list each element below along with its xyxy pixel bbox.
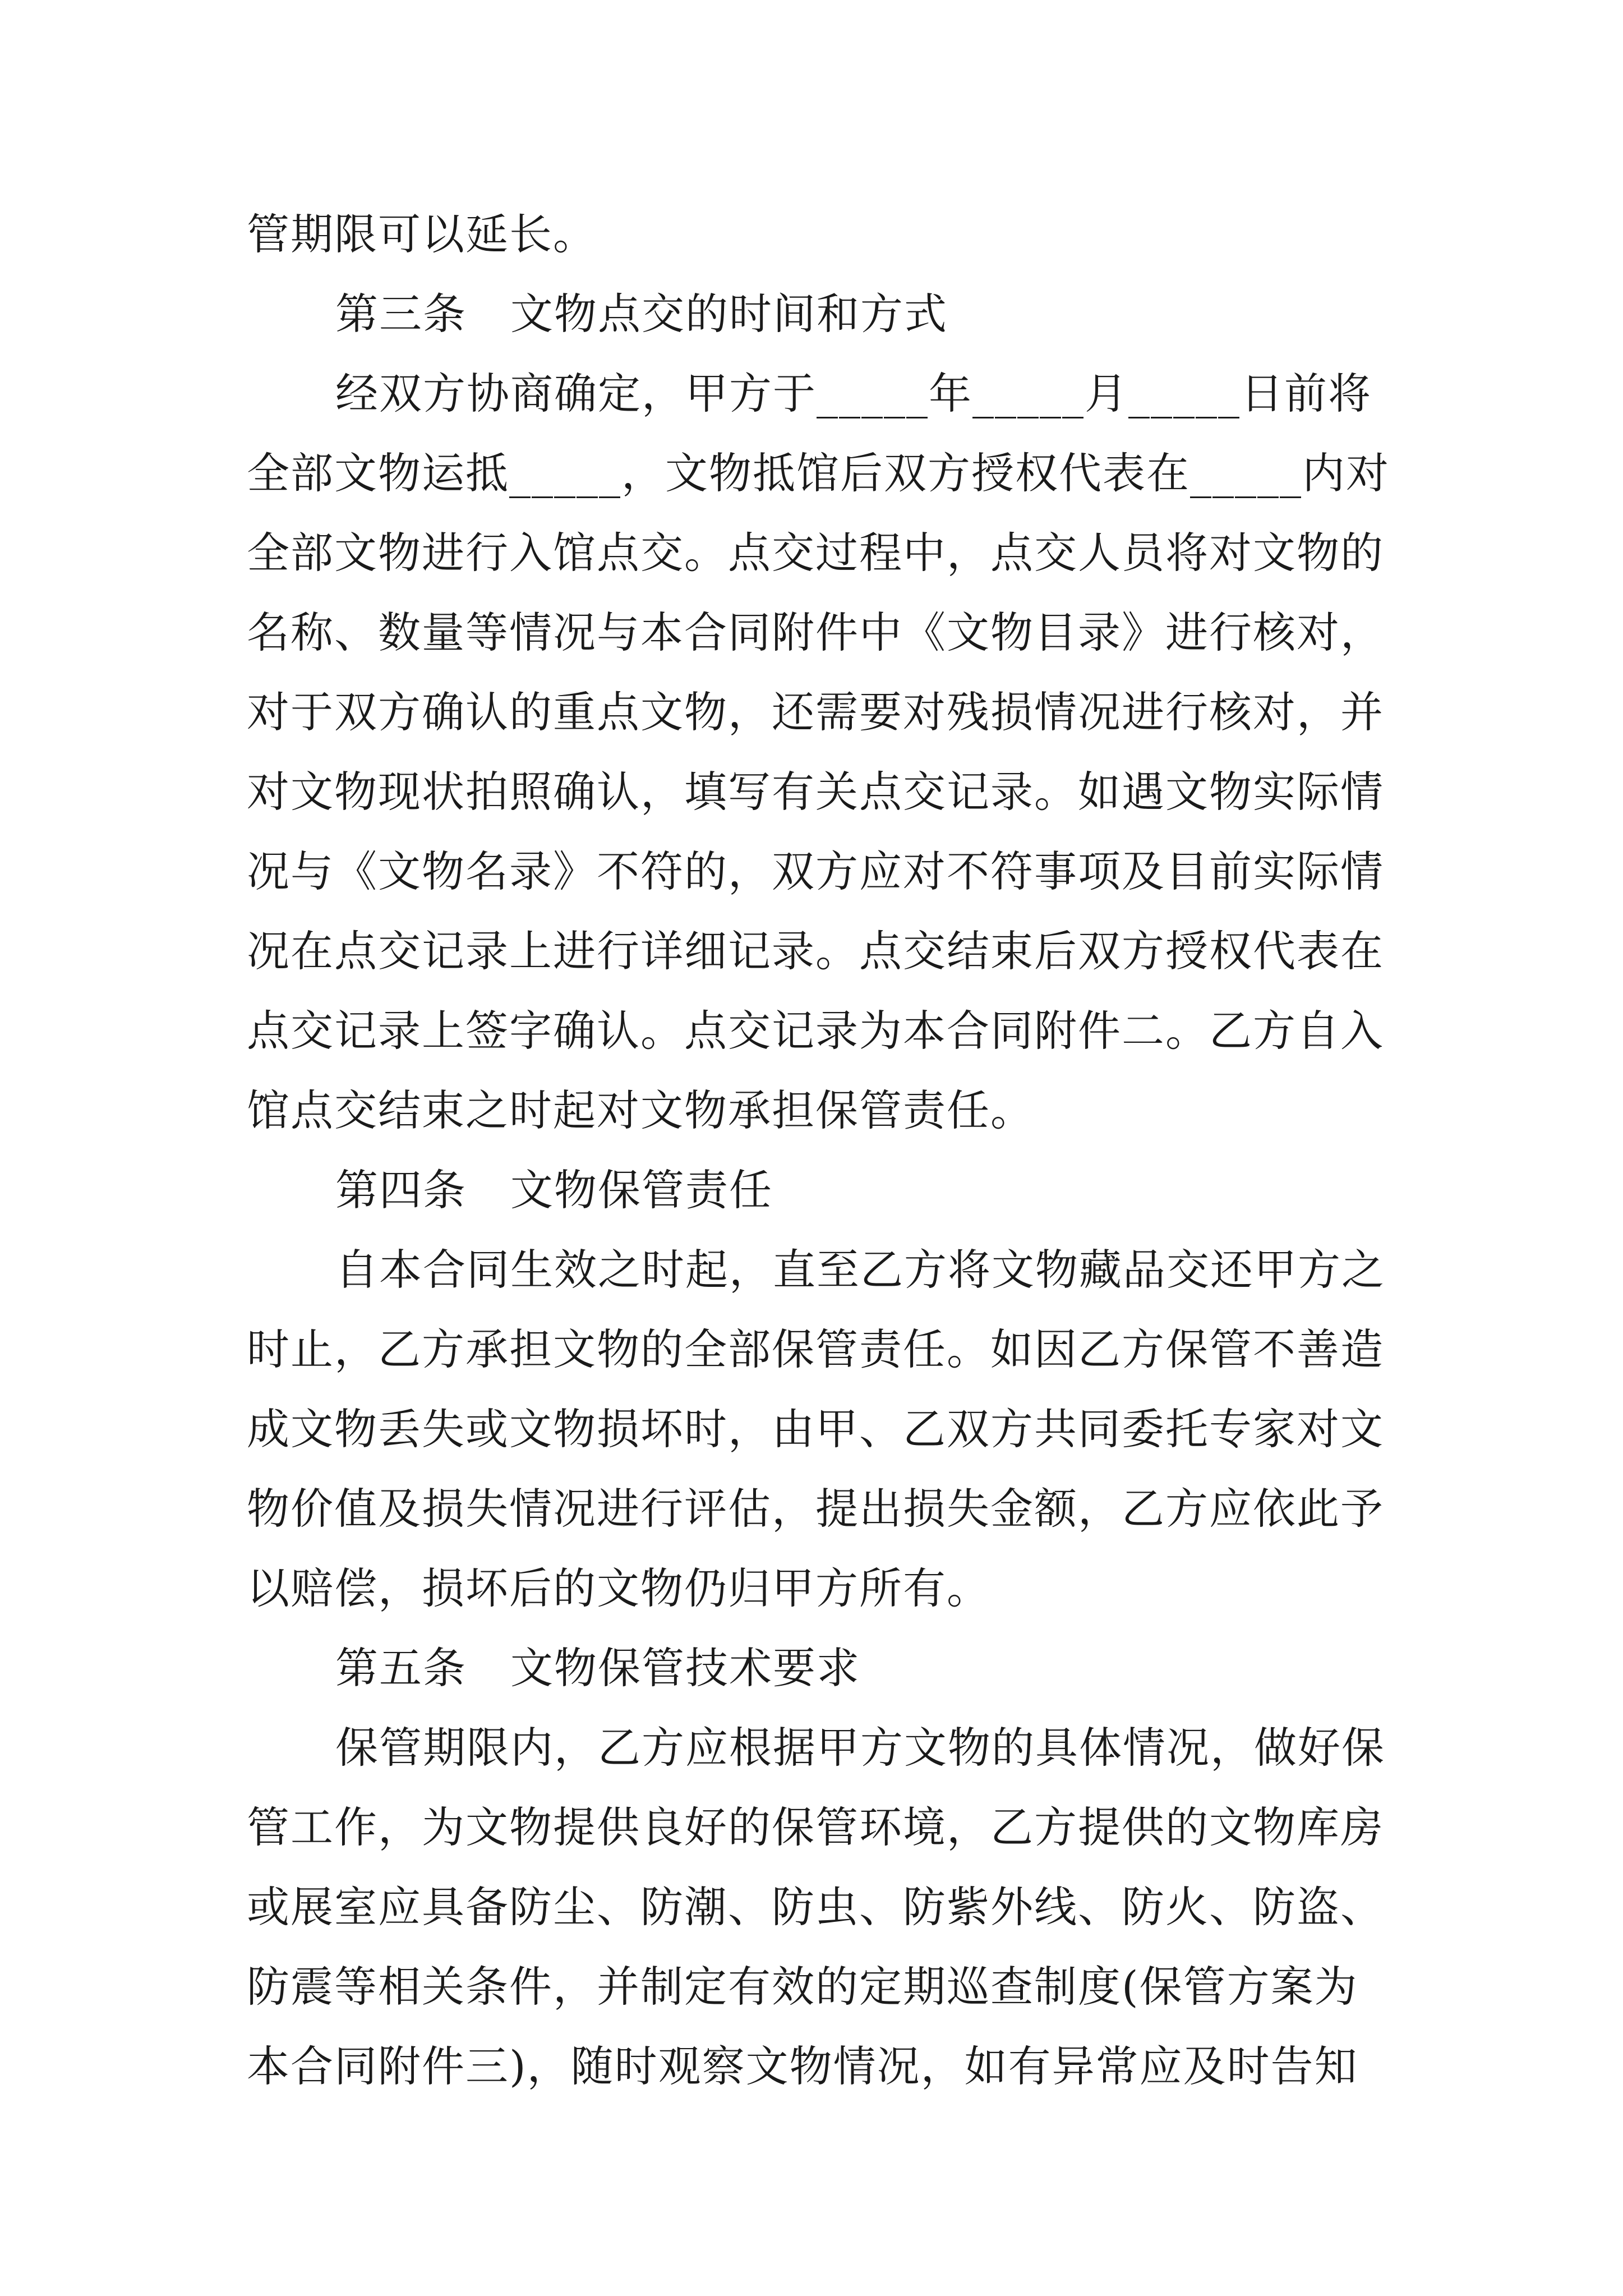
- text-line: 自本合同生效之时起，直至乙方将文物藏品交还甲方之: [335, 1245, 1385, 1295]
- article-4-heading: 第四条 文物保管责任: [335, 1165, 773, 1215]
- text-line: 保管期限内，乙方应根据甲方文物的具体情况，做好保: [335, 1723, 1385, 1773]
- text-line: 全部文物进行入馆点交。点交过程中，点交人员将对文物的: [247, 528, 1384, 578]
- text-line: 管工作，为文物提供良好的保管环境，乙方提供的文物库房: [247, 1802, 1384, 1852]
- text-line: 对文物现状拍照确认，填写有关点交记录。如遇文物实际情: [247, 767, 1384, 817]
- text-line: 对于双方确认的重点文物，还需要对残损情况进行核对，并: [247, 687, 1384, 737]
- text-line: 况在点交记录上进行详细记录。点交结束后双方授权代表在: [247, 926, 1384, 976]
- text-line: 物价值及损失情况进行评估，提出损失金额，乙方应依此予: [247, 1484, 1384, 1534]
- text-line: 馆点交结束之时起对文物承担保管责任。: [247, 1085, 1034, 1135]
- text-line: 防震等相关条件，并制定有效的定期巡查制度(保管方案为: [247, 1962, 1358, 2012]
- text-line: 名称、数量等情况与本合同附件中《文物目录》进行核对，: [247, 608, 1384, 657]
- text-line: 全部文物运抵_____，文物抵馆后双方授权代表在_____内对: [247, 448, 1390, 498]
- text-line: 或展室应具备防尘、防潮、防虫、防紫外线、防火、防盗、: [247, 1882, 1384, 1932]
- article-3-heading: 第三条 文物点交的时间和方式: [335, 289, 948, 339]
- article-5-heading: 第五条 文物保管技术要求: [335, 1643, 860, 1693]
- text-line: 点交记录上签字确认。点交记录为本合同附件二。乙方自入: [247, 1006, 1384, 1056]
- text-line: 以赔偿，损坏后的文物仍归甲方所有。: [247, 1563, 990, 1613]
- text-line: 管期限可以延长。: [247, 209, 597, 259]
- text-line: 经双方协商确定，甲方于_____年_____月_____日前将: [335, 369, 1372, 418]
- text-line: 成文物丢失或文物损坏时，由甲、乙双方共同委托专家对文: [247, 1404, 1384, 1454]
- text-line: 本合同附件三)，随时观察文物情况，如有异常应及时告知: [247, 2041, 1358, 2091]
- text-line: 时止，乙方承担文物的全部保管责任。如因乙方保管不善造: [247, 1324, 1384, 1374]
- text-line: 况与《文物名录》不符的，双方应对不符事项及目前实际情: [247, 846, 1384, 896]
